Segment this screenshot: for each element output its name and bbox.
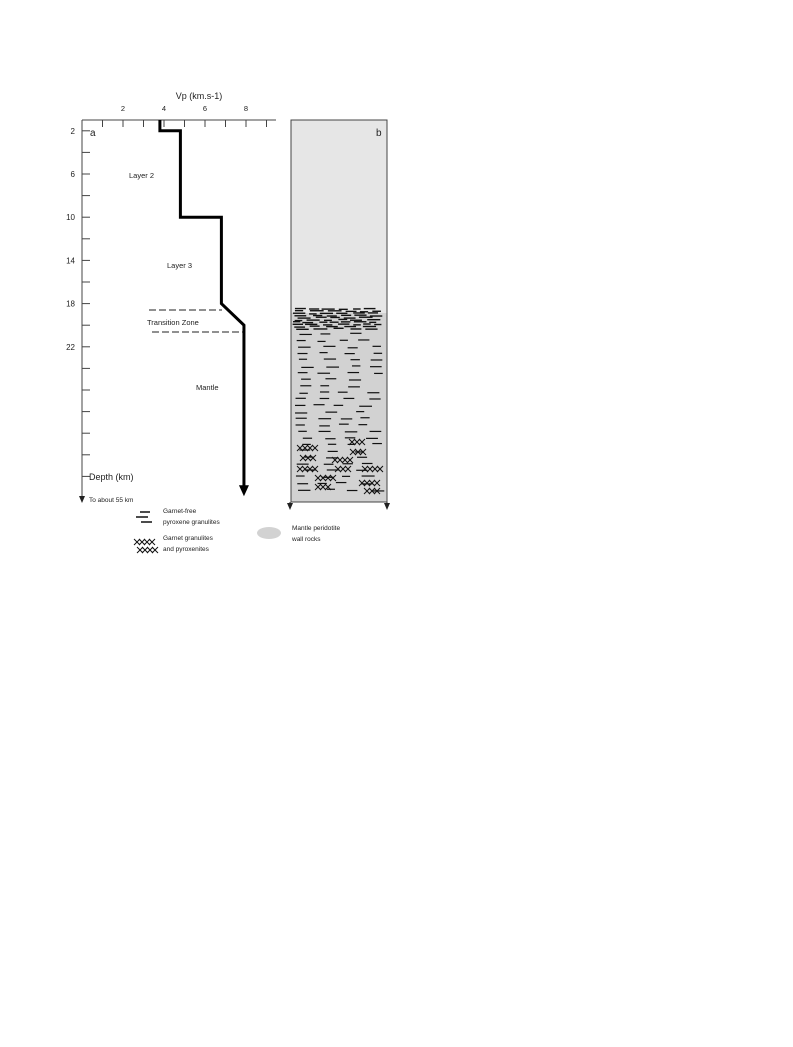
column-left-arrowhead (287, 503, 293, 510)
garnet-cross (152, 547, 158, 553)
panel-a-label: a (90, 128, 96, 139)
x-tick-label: 8 (243, 104, 249, 113)
y-tick-group (66, 127, 90, 477)
legend-crosses-line2: and pyroxenites (163, 546, 209, 553)
panel-a-velocity-profile (66, 91, 276, 504)
panel-b-label: b (376, 128, 382, 139)
layer2-label: Layer 2 (129, 171, 155, 180)
legend-ellipse-line1: Mantle peridotite (292, 525, 341, 532)
y-tick-label: 22 (66, 342, 75, 352)
legend-ellipse-icon (257, 527, 281, 539)
garnet-cross (147, 547, 153, 553)
y-tick-label: 2 (70, 126, 75, 136)
legend-dashes-icon (136, 512, 152, 522)
y-axis-title: Depth (km) (89, 472, 134, 482)
continuation-note: To about 55 km (89, 497, 134, 504)
legend-dashes-line1: Garnet-free (163, 508, 197, 515)
legend-crosses-icon (134, 539, 158, 553)
vp-profile-line (160, 120, 244, 487)
y-tick-label: 10 (66, 213, 75, 223)
legend (134, 508, 340, 553)
y-axis-arrowhead (79, 496, 85, 503)
y-tick-label: 6 (70, 170, 75, 179)
column-upper-wallrock (291, 120, 387, 313)
x-tick-label: 6 (202, 104, 208, 113)
garnet-cross (142, 547, 148, 553)
legend-ellipse-line2: wall rocks (292, 536, 321, 543)
column-lower-zone (291, 313, 387, 502)
x-tick-group (103, 104, 267, 127)
legend-crosses-line1: Garnet granulites (163, 535, 213, 542)
legend-dashes-line2: pyroxene granulites (163, 519, 220, 526)
transition-zone-label: Transition Zone (147, 318, 199, 327)
x-tick-label: 4 (161, 104, 167, 113)
y-tick-label: 18 (66, 299, 75, 309)
layer3-label: Layer 3 (167, 261, 193, 270)
x-tick-label: 2 (120, 104, 126, 113)
garnet-cross (134, 539, 140, 545)
garnet-cross (137, 547, 143, 553)
column-right-arrowhead (384, 503, 390, 510)
vp-profile-arrowhead (239, 485, 249, 496)
garnet-cross (139, 539, 145, 545)
x-axis-title: Vp (km.s-1) (175, 91, 223, 101)
y-tick-label: 14 (66, 256, 75, 266)
mantle-label: Mantle (196, 383, 219, 392)
garnet-cross (149, 539, 155, 545)
panel-b-column (287, 120, 390, 510)
garnet-cross (144, 539, 150, 545)
